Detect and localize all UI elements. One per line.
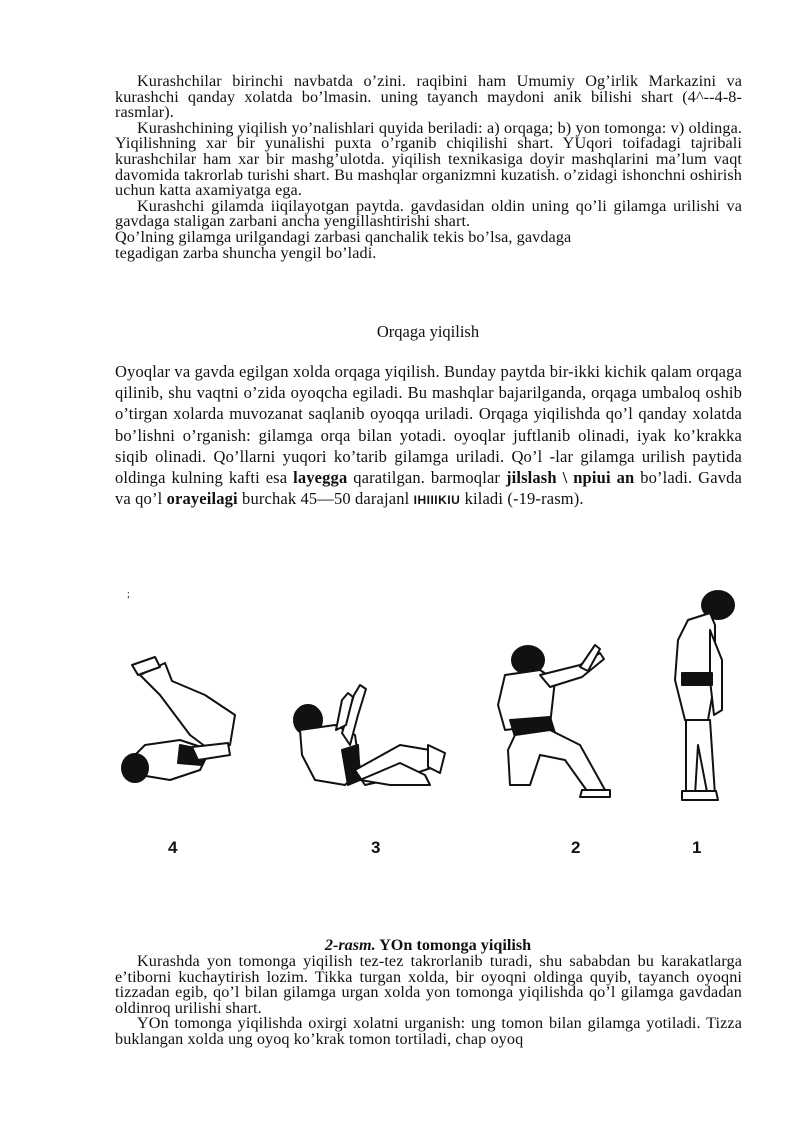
outro-paragraph-2: YOn tomonga yiqilishda oxirgi xolatni urganish: ung tomon bilan gilamga yotiladi. Tizza buklangan xolda ung oyoq ko’krak tomon tortiladi, chap oyoq [115,1014,742,1048]
figure-2-drawing [498,645,610,797]
falling-sequence-illustration [110,585,750,875]
stray-mark: ; [127,589,130,600]
caption-title: YOn tomonga yiqilish [375,936,532,954]
body-paragraph [115,361,742,511]
intro-paragraph-1: Kurashchilar birinchi navbatda o’zini. raqibini ham Umumiy Og’irlik Markazini va kurashchi qanday xolatda bo’lmasin. uning tayanch maydoni anik bilishi shart (4^--4-8-rasmlar). [115,72,742,122]
caption-label: 2-rasm. [324,936,376,954]
figure-number-3: 3 [371,838,381,857]
intro-paragraph-3-line: Qo’lning gilamga urilgandagi zarbasi qanchalik tekis bo’lsa, gavdaga [115,227,572,246]
intro-paragraph-2: Kurashchining yiqilish yo’nalishlari quyida beriladi: a) orqaga; b) yon tomonga: v) oldinga. Yiqilishning xar bir yunalishi puxta o’rganib chiqilishi shart. YUqori toifadagi tajribali kurashchilar ham xar bir mashg’ulotda. yiqilish texnikasiga doyir mashqlarini ma’lum vaqt davomida takrorlab turishi shart. Bu mashqlar organizmni kuzatish. o’zidagi ishonchni oshirish uchun katta axamiyatga ega. [115,118,742,200]
figure-number-1: 1 [692,838,702,857]
intro-paragraph-3: Kurashchi gilamda iiqilayotgan paytda. gavdasidan oldin uning qo’li gilamga urilishi va gavdaga staligan zarbani ancha yengillashtirishi shart. [115,196,742,231]
bold-term-3: orayeilagi [166,489,238,509]
body-text-3: bo’ladi. Gavda va qo’l [115,468,742,509]
figure-number-2: 2 [571,838,581,857]
body-text-2: qaratilgan. barmoqlar [347,468,506,488]
figure-number-4: 4 [168,838,178,857]
section-heading: Orqaga yiqilish [376,322,480,341]
body-text-1: Oyoqlar va gavda egilgan xolda orqaga yiqilish. Bunday paytda bir-ikki kichik qalam orqaga qilinib, shu vaqtni o’zida oyoqcha egiladi. Bu mashqlar bajarilganda, orqaga umbaloq oshib o’tirgan xolarda muvozanat saqlanib oyoqqa uriladi. Orqaga yiqilishda qo’l qanday xolatda bo’lishni o’rganish: gilamga orqa bilan yotadi. oyoqlar juftlanib olinadi, iyak ko’krakka siqib olinadi. Qo’llarni yuqori ko’tarib gilamga uriladi. Qo’l -lar gilamga urilish paytida oldinga kulning kafti esa [115,362,742,488]
outro-text-block [115,954,742,1048]
intro-text-block [115,74,742,261]
figure-3-drawing [294,685,445,785]
bold-term-2: jilslash \ npiui an [505,468,635,488]
outro-paragraph-1: Kurashda yon tomonga yiqilish tez-tez takrorlanib turadi, shu sababdan bu karakatlarga e’tiborni kuchaytirish lozim. Tikka turgan xolda, bir oyoqni oldinga quyib, tayanch oyoqni tizzadan egib, qo’l bilan gilamga urgan xolda yon tomonga yiqilishda qo’l gilamga gavdadan oldinroq urilishi shart. [115,952,742,1017]
intro-paragraph-3-end: tegadigan zarba shuncha yengil bo’ladi. [115,243,377,262]
body-text-block [115,361,742,511]
body-text-5: kiladi (-19-rasm). [460,489,584,509]
body-text-4: burchak 45—50 darajanl [237,489,414,509]
bold-term-4: IHIIIKIU [413,493,461,508]
figure-1-drawing [675,591,734,800]
bold-term-1: layegga [293,468,348,488]
figure-4-drawing [122,657,235,782]
